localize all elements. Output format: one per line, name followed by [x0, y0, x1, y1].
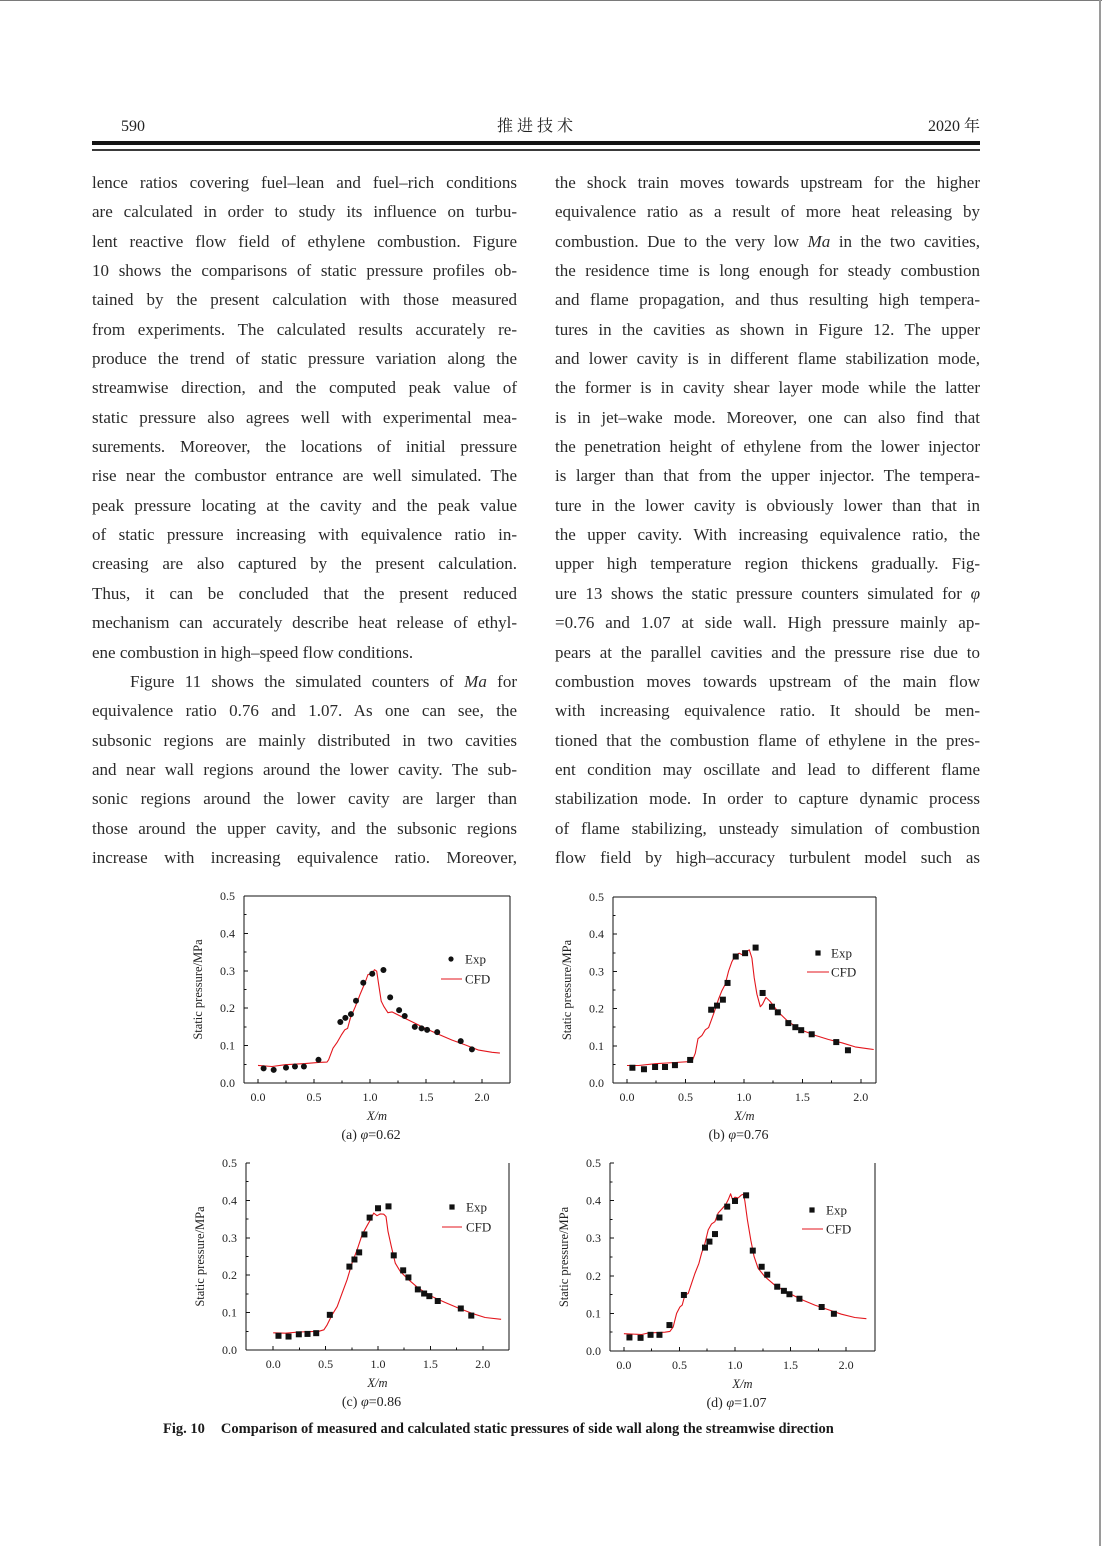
exp-point	[396, 1007, 402, 1013]
exp-point	[845, 1047, 851, 1053]
exp-point	[769, 1004, 775, 1010]
right-column	[555, 168, 980, 872]
exp-point	[759, 1264, 765, 1270]
y-axis-label: Static pressure/MPa	[557, 1206, 571, 1308]
exp-point	[798, 1027, 804, 1033]
y-tick-label: 0.1	[589, 1038, 604, 1053]
text-line: surements. Moreover, the locations of initial pressure	[92, 437, 517, 457]
text-line: mechanism can accurately describe heat release of ethyl-	[92, 613, 517, 633]
exp-point	[781, 1288, 787, 1294]
italic-symbol-ma: Ma	[807, 231, 831, 251]
exp-point	[419, 1025, 425, 1031]
y-tick-label: 0.5	[220, 889, 235, 903]
exp-point	[353, 998, 359, 1004]
text-segment: combustion. Due to the very low	[555, 231, 808, 251]
y-tick-label: 0.3	[222, 1230, 237, 1245]
italic-symbol-phi: φ	[970, 583, 980, 603]
text-line: peak pressure locating at the cavity and the peak value	[92, 495, 517, 515]
exp-point	[641, 1066, 647, 1072]
exp-markers	[629, 945, 851, 1073]
exp-point	[426, 1293, 432, 1299]
text-segment: ure 13 shows the static pressure counters simulated for	[555, 583, 971, 603]
exp-point	[337, 1019, 343, 1025]
legend-exp-label: Exp	[466, 1199, 487, 1215]
legend-exp-marker	[809, 1207, 814, 1212]
y-tick-label: 0.3	[586, 1231, 601, 1246]
text-line: streamwise direction, and the computed peak value of	[92, 378, 517, 398]
text-segment: for	[486, 671, 517, 691]
y-axis-label: Static pressure/MPa	[191, 939, 205, 1040]
text-line: flow field by high–accuracy turbulent model such as	[555, 847, 980, 867]
exp-point	[750, 1248, 756, 1254]
exp-point	[313, 1330, 319, 1336]
exp-point	[402, 1013, 408, 1019]
legend-cfd-label: CFD	[466, 1219, 492, 1235]
exp-point	[327, 1312, 333, 1318]
exp-point	[702, 1245, 708, 1251]
left-column	[92, 168, 517, 872]
page-border-top	[0, 0, 1102, 1]
exp-point	[351, 1256, 357, 1262]
subfigure-label: (a)	[341, 1128, 361, 1143]
y-tick-label: 0.2	[586, 1268, 601, 1283]
exp-point	[666, 1322, 672, 1328]
exp-markers	[261, 967, 475, 1073]
subfigure-label: (c)	[341, 1395, 361, 1410]
exp-point	[742, 950, 748, 956]
exp-point	[356, 1249, 362, 1255]
exp-point	[775, 1009, 781, 1015]
exp-point	[725, 980, 731, 986]
text-line: increase with increasing equivalence ratio. Moreover,	[92, 847, 517, 867]
chart-c-phi-086	[180, 1152, 525, 1418]
exp-point	[301, 1064, 307, 1070]
text-line: sonic regions around the lower cavity are larger than	[92, 789, 517, 809]
x-tick-label: 1.5	[418, 1090, 434, 1104]
page-border-right	[1099, 0, 1101, 1546]
legend	[807, 946, 856, 980]
exp-point	[672, 1062, 678, 1068]
text-line: subsonic regions are mainly distributed in two cavities	[92, 730, 517, 750]
text-segment: Figure 11 shows the simulated counters of	[130, 671, 465, 691]
text-segment: in the two cavities,	[830, 231, 980, 251]
y-tick-label: 0.1	[220, 1038, 235, 1053]
exp-point	[391, 1252, 397, 1258]
exp-point	[706, 1239, 712, 1245]
exp-point	[412, 1024, 418, 1030]
equivalence-ratio-value: =0.76	[736, 1128, 769, 1143]
y-tick-label: 0.0	[589, 1076, 604, 1090]
text-line: lent reactive flow field of ethylene combustion. Figure	[92, 231, 517, 251]
exp-point	[348, 1011, 354, 1017]
phi-symbol: φ	[360, 1128, 369, 1143]
x-tick-label: 2.0	[853, 1090, 869, 1104]
exp-point	[626, 1334, 632, 1340]
x-axis-label: X/m	[367, 1376, 388, 1390]
exp-point	[652, 1064, 658, 1070]
text-line: tained by the present calculation with those measured	[92, 290, 517, 310]
exp-point	[458, 1038, 464, 1044]
exp-point	[286, 1334, 292, 1340]
journal-year: 2020 年	[927, 118, 980, 135]
page-number: 590	[121, 118, 145, 135]
exp-point	[792, 1024, 798, 1030]
legend	[802, 1203, 851, 1237]
chart-a-phi-062	[180, 885, 525, 1147]
subfigure-caption	[709, 1128, 769, 1143]
x-tick-label: 0.5	[318, 1357, 334, 1371]
text-line: ent condition may oscillate and lead to different flame	[555, 759, 980, 779]
x-axis-label: X/m	[734, 1109, 755, 1123]
y-tick-label: 0.1	[222, 1305, 237, 1320]
y-tick-label: 0.4	[586, 1193, 601, 1208]
text-line: ture in the lower cavity is obviously lower than that in	[555, 495, 980, 515]
exp-point	[421, 1291, 427, 1297]
subfigure-caption	[341, 1128, 400, 1143]
exp-point	[361, 1231, 367, 1237]
exp-point	[434, 1029, 440, 1035]
text-line: creasing are also captured by the present calculation.	[92, 554, 517, 574]
x-tick-label: 0.5	[671, 1358, 687, 1372]
exp-point	[732, 1198, 738, 1204]
subfigure-label: (b)	[708, 1128, 729, 1143]
text-line	[555, 227, 980, 256]
y-tick-label: 0.2	[589, 1001, 604, 1016]
exp-point	[785, 1020, 791, 1026]
text-line: of static pressure increasing with equivalence ratio in-	[92, 525, 517, 545]
text-line: produce the trend of static pressure variation along the	[92, 349, 517, 369]
legend-cfd-label: CFD	[831, 964, 857, 980]
text-line: with increasing equivalence ratio. It should be men-	[555, 701, 980, 721]
text-line: ene combustion in high–speed flow conditions.	[92, 642, 414, 662]
exp-point	[271, 1067, 277, 1073]
exp-point	[648, 1332, 654, 1338]
exp-markers	[626, 1192, 836, 1341]
legend-exp-marker	[815, 950, 820, 955]
text-line	[555, 579, 980, 608]
y-tick-label: 0.3	[589, 964, 604, 979]
y-tick-label: 0.0	[586, 1344, 601, 1358]
equivalence-ratio-value: =0.62	[368, 1128, 401, 1143]
exp-point	[315, 1057, 321, 1063]
exp-point	[400, 1267, 406, 1273]
text-line: is in jet–wake mode. Moreover, one can also find that	[555, 407, 980, 427]
exp-point	[708, 1007, 714, 1013]
header-rule-thin	[92, 149, 980, 151]
legend-cfd-label: CFD	[465, 971, 491, 987]
phi-symbol: φ	[360, 1395, 369, 1410]
text-line: the residence time is long enough for steady combustion	[555, 261, 980, 281]
exp-point	[360, 980, 366, 986]
journal-title: 推 进 技 术	[496, 118, 573, 135]
text-line: are calculated in order to study its influence on turbu-	[92, 202, 517, 222]
legend-exp-label: Exp	[465, 951, 486, 967]
text-line: =0.76 and 1.07 at side wall. High pressure mainly ap-	[555, 613, 980, 633]
text-line: is larger than that from the upper injector. The tempera-	[555, 466, 980, 486]
phi-symbol: φ	[728, 1128, 737, 1143]
text-line: equivalence ratio 0.76 and 1.07. As one can see, the	[92, 701, 517, 721]
subfigure-caption	[707, 1396, 767, 1411]
x-tick-label: 0.0	[250, 1090, 266, 1104]
exp-markers	[275, 1203, 474, 1339]
exp-point	[380, 967, 386, 973]
exp-point	[342, 1015, 348, 1021]
exp-point	[469, 1046, 475, 1052]
x-tick-label: 1.5	[422, 1357, 438, 1371]
x-tick-label: 0.0	[265, 1357, 281, 1371]
exp-point	[796, 1296, 802, 1302]
subfigure-caption	[342, 1395, 401, 1410]
exp-point	[638, 1335, 644, 1341]
exp-point	[367, 1215, 373, 1221]
text-line: the upper cavity. With increasing equivalence ratio, the	[555, 525, 980, 545]
exp-point	[656, 1332, 662, 1338]
y-axis-label: Static pressure/MPa	[193, 1206, 207, 1307]
exp-point	[629, 1065, 635, 1071]
chart-canvas	[180, 885, 525, 1147]
exp-point	[405, 1274, 411, 1280]
equivalence-ratio-value: =0.86	[368, 1395, 402, 1410]
x-tick-label: 0.5	[306, 1090, 322, 1104]
exp-point	[458, 1305, 464, 1311]
legend-exp-marker	[448, 956, 453, 961]
y-tick-label: 0.1	[586, 1306, 601, 1321]
exp-point	[819, 1304, 825, 1310]
exp-point	[716, 1215, 722, 1221]
exp-point	[687, 1057, 693, 1063]
exp-point	[386, 1203, 392, 1209]
legend	[441, 952, 490, 987]
text-line: pears at the parallel cavities and the pressure rise due to	[555, 642, 980, 662]
text-line: tioned that the combustion flame of ethylene in the pres-	[555, 730, 980, 750]
legend-cfd-label: CFD	[826, 1221, 852, 1237]
text-line: and flame propagation, and thus resulting high tempera-	[555, 290, 980, 310]
chart-canvas	[550, 1152, 895, 1418]
x-axis-label: X/m	[366, 1109, 388, 1123]
x-tick-label: 1.0	[736, 1090, 752, 1104]
y-tick-label: 0.2	[220, 1001, 235, 1016]
text-line: the former is in cavity shear layer mode while the latter	[555, 378, 980, 398]
y-tick-label: 0.5	[589, 890, 604, 904]
header-rule-thick	[92, 141, 980, 145]
exp-point	[375, 1205, 381, 1211]
exp-point	[681, 1292, 687, 1298]
exp-point	[764, 1272, 770, 1278]
chart-d-phi-107	[550, 1152, 895, 1418]
figure-caption	[163, 1421, 923, 1438]
text-line: the shock train moves towards upstream for the higher	[555, 173, 980, 192]
exp-point	[760, 990, 766, 996]
cfd-line	[258, 970, 500, 1067]
x-tick-label: 0.0	[616, 1358, 632, 1372]
exp-point	[724, 1204, 730, 1210]
phi-symbol: φ	[726, 1396, 735, 1411]
exp-point	[275, 1333, 281, 1339]
text-line: lence ratios covering fuel–lean and fuel–rich conditions	[92, 173, 517, 192]
exp-point	[435, 1298, 441, 1304]
text-line: Thus, it can be concluded that the present reduced	[92, 583, 517, 603]
text-line: and near wall regions around the lower cavity. The sub-	[92, 759, 517, 779]
exp-point	[305, 1331, 311, 1337]
y-tick-label: 0.4	[589, 927, 604, 942]
y-tick-label: 0.0	[220, 1076, 235, 1090]
x-tick-label: 1.0	[370, 1357, 386, 1371]
text-line: rise near the combustor entrance are well simulated. The	[92, 466, 517, 486]
exp-point	[786, 1291, 792, 1297]
y-axis-label: Static pressure/MPa	[560, 939, 574, 1041]
legend-exp-label: Exp	[826, 1202, 847, 1218]
x-tick-label: 1.5	[783, 1358, 799, 1372]
text-line: those around the upper cavity, and the subsonic regions	[92, 818, 517, 838]
text-line: 10 shows the comparisons of static pressure profiles ob-	[92, 261, 517, 281]
text-line: tures in the cavities as shown in Figure 12. The upper	[555, 319, 980, 339]
exp-point	[296, 1331, 302, 1337]
legend	[442, 1200, 491, 1235]
text-line: stabilization mode. In order to capture dynamic process	[555, 789, 980, 809]
figure-caption-text: Comparison of measured and calculated static pressures of side wall along the streamwise direction	[220, 1421, 834, 1437]
text-line-paragraph-start	[92, 667, 517, 696]
exp-point	[387, 994, 393, 1000]
exp-point	[346, 1264, 352, 1270]
subfigure-label: (d)	[706, 1396, 727, 1411]
exp-point	[753, 945, 759, 951]
x-tick-label: 2.0	[474, 1090, 490, 1104]
text-line: and lower cavity is in different flame stabilization mode,	[555, 349, 980, 369]
chart-b-phi-076	[550, 885, 895, 1147]
text-line: upper high temperature region thickens gradually. Fig-	[555, 554, 980, 574]
exp-point	[424, 1027, 430, 1033]
y-tick-label: 0.5	[222, 1156, 237, 1170]
x-axis-label: X/m	[732, 1377, 753, 1391]
exp-point	[714, 1003, 720, 1009]
text-line: combustion moves towards upstream of the main flow	[555, 671, 980, 691]
y-tick-label: 0.2	[222, 1268, 237, 1283]
text-line: from experiments. The calculated results accurately re-	[92, 319, 517, 339]
text-line: the penetration height of ethylene from the lower injector	[555, 437, 980, 457]
legend-exp-label: Exp	[831, 945, 852, 961]
exp-point	[733, 954, 739, 960]
exp-point	[261, 1065, 267, 1071]
equivalence-ratio-value: =1.07	[734, 1396, 767, 1411]
chart-canvas	[550, 885, 895, 1147]
y-tick-label: 0.5	[586, 1156, 601, 1170]
x-tick-label: 1.0	[362, 1090, 378, 1104]
x-tick-label: 2.0	[838, 1358, 854, 1372]
x-tick-label: 0.0	[619, 1090, 635, 1104]
exp-point	[292, 1064, 298, 1070]
exp-point	[662, 1064, 668, 1070]
exp-point	[283, 1065, 289, 1071]
exp-point	[743, 1192, 749, 1198]
exp-point	[720, 997, 726, 1003]
y-tick-label: 0.3	[220, 963, 235, 978]
exp-point	[415, 1286, 421, 1292]
exp-point	[712, 1231, 718, 1237]
x-tick-label: 2.0	[475, 1357, 491, 1371]
exp-point	[833, 1039, 839, 1045]
figure-label: Fig. 10	[163, 1421, 205, 1437]
x-tick-label: 1.5	[794, 1090, 810, 1104]
text-line: of flame stabilizing, unsteady simulation of combustion	[555, 818, 980, 838]
x-tick-label: 0.5	[677, 1090, 693, 1104]
exp-point	[774, 1284, 780, 1290]
y-tick-label: 0.4	[220, 926, 235, 941]
italic-symbol-ma: Ma	[464, 671, 487, 691]
exp-point	[369, 971, 375, 977]
y-tick-label: 0.0	[222, 1343, 237, 1357]
chart-canvas	[180, 1152, 525, 1418]
exp-point	[831, 1311, 837, 1317]
text-line: static pressure also agrees well with experimental mea-	[92, 407, 517, 427]
exp-point	[809, 1031, 815, 1037]
y-tick-label: 0.4	[222, 1193, 237, 1208]
exp-point	[468, 1313, 474, 1319]
x-tick-label: 1.0	[727, 1358, 743, 1372]
legend-exp-marker	[449, 1204, 454, 1209]
text-line: equivalence ratio as a result of more heat releasing by	[555, 202, 980, 222]
